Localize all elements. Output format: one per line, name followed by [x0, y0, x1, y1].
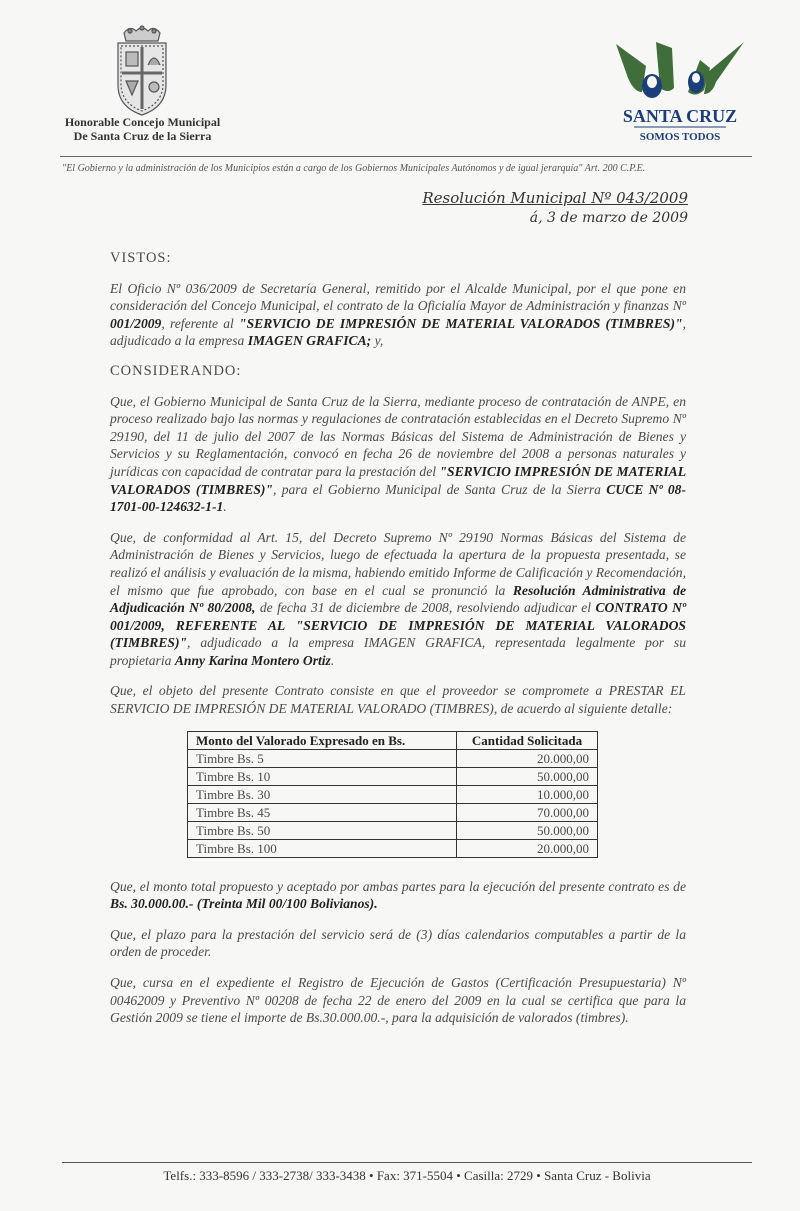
table-row [188, 839, 598, 857]
vistos-paragraph [110, 280, 686, 350]
considerando-paragraph-1 [110, 393, 686, 516]
table-row [188, 785, 598, 803]
vistos-heading: VISTOS: [110, 250, 172, 266]
total-amount: Bs. 30.000.00.- (Treinta Mil 00/100 Bolivianos). [110, 896, 378, 912]
stamp-denomination: Timbre Bs. 45 [188, 803, 457, 821]
org-name-line1: Honorable Concejo Municipal [64, 115, 221, 129]
text-run: , referente al [161, 315, 240, 331]
considerando-paragraph-6: Que, cursa en el expediente el Registro de Ejecución de Gastos (Certificación Presupuestaria) Nº 00462009 y Preventivo Nº 00208 de fecha 22 de enero del 2009 en la cual se certifica que para la Gestión 2009 se tiene el importe de Bs.30.000.00.-, para la adquisición de valorados (timbres). [110, 975, 686, 1026]
stamp-quantity: 10.000,00 [457, 785, 598, 803]
text-run: , para el Gobierno Municipal de Santa Cruz de la Sierra [272, 481, 607, 497]
table-row [188, 767, 598, 785]
stamp-quantity: 70.000,00 [457, 803, 598, 821]
considerando-paragraph-2 [110, 529, 686, 670]
stamp-denomination: Timbre Bs. 50 [188, 821, 457, 839]
text-run: Que, de conformidad al Art. 15, del Decreto Supremo Nº 29190 Normas Básicas del Sistema de Administración de Bienes y Servicios, luego de efectuada la apertura de la propuesta presentada, se realizó el análisis y evaluación de la misma, habiendo emitido Informe de Calificación y Recomendación, el mismo que fue aprobado, con base en el cual se pronunció la [110, 529, 686, 598]
brand-slogan: SOMOS TODOS [639, 131, 721, 143]
footer-divider [62, 1162, 752, 1163]
adjudication-resolution: Resolución Administrativa de Adjudicación Nº 80/2008, [110, 582, 686, 616]
service-name: "SERVICIO DE IMPRESIÓN DE MATERIAL VALORADOS (TIMBRES)" [239, 315, 683, 331]
text-run: . [223, 499, 227, 515]
text-run: El Oficio Nº 036/2009 de Secretaría General, remitido por el Alcalde Municipal, por el que pone en consideración del Concejo Municipal, el contrato de la Oficialía Mayor de Administración y finanzas Nº [110, 280, 686, 314]
stamp-quantity: 20.000,00 [457, 839, 598, 857]
footer-contact: Telfs.: 333-8596 / 333-2738/ 333-3438 • Fax: 371-5504 • Casilla: 2729 • Santa Cruz - Bolivia [163, 1168, 651, 1183]
owner-name: Anny Karina Montero Ortiz [174, 652, 331, 668]
text-run: y, [371, 333, 384, 349]
stamps-table [187, 731, 598, 858]
organization-name [40, 115, 245, 143]
considerando-heading: CONSIDERANDO: [110, 362, 242, 379]
cuce-number: CUCE Nº 08-1701-00-124632-1-1 [110, 481, 687, 515]
considerando-paragraph-4 [110, 878, 686, 913]
org-name-line2: De Santa Cruz de la Sierra [73, 129, 212, 143]
text-run: . [330, 652, 335, 668]
table-row [188, 803, 598, 821]
column-header-amount: Monto del Valorado Expresado en Bs. [188, 731, 457, 749]
company-name: IMAGEN GRAFICA; [247, 333, 372, 349]
coat-of-arms-icon [110, 25, 174, 119]
text-run: Que, el monto total propuesto y aceptado por ambas partes para la ejecución del presente contrato es de [110, 878, 686, 894]
oficialia-number: 001/2009 [110, 315, 162, 331]
contract-reference: CONTRATO Nº 001/2009, REFERENTE AL "SERVICIO DE IMPRESIÓN DE MATERIAL VALORADOS (TIMBRES)" [110, 600, 686, 651]
document-body [110, 250, 686, 1040]
resolution-date: á, 3 de marzo de 2009 [529, 210, 688, 226]
text-run: de fecha 31 de diciembre de 2008, resolviendo adjudicar el [255, 600, 596, 616]
stamp-denomination: Timbre Bs. 10 [188, 767, 457, 785]
stamp-denomination: Timbre Bs. 5 [188, 749, 457, 767]
considerando-paragraph-3: Que, el objeto del presente Contrato consiste en que el proveedor se compromete a PRESTAR EL SERVICIO DE IMPRESIÓN DE MATERIAL VALORADO (TIMBRES), de acuerdo al siguiente detalle: [110, 683, 686, 717]
column-header-quantity: Cantidad Solicitada [457, 731, 598, 749]
text-run: Que, el Gobierno Municipal de Santa Cruz de la Sierra, mediante proceso de contratación de ANPE, en proceso realizado bajo las normas y regulaciones de contratación establecidas en el Decreto Supremo Nº 29190, del 11 de julio del 2007 de las Normas Básicas del Sistema de Administración de Bienes y Servicios y su Reglamentación, convocó en fecha 26 de noviembre del 2008 a personas naturales y jurídicas con capacidad de contratar para la prestación del [110, 393, 686, 479]
text-run: , adjudicado a la empresa IMAGEN GRAFICA, representada legalmente por su propietaria [110, 635, 686, 668]
stamp-quantity: 50.000,00 [457, 821, 598, 839]
resolution-title: Resolución Municipal Nº 043/2009 [422, 189, 688, 207]
santa-cruz-logo [612, 38, 748, 146]
table-row [188, 749, 598, 767]
logo-figures-icon [616, 42, 744, 98]
stamp-quantity: 20.000,00 [457, 749, 598, 767]
considerando-paragraph-5: Que, el plazo para la prestación del servicio será de (3) días calendarios computables a partir de la orden de proceder. [110, 926, 686, 960]
brand-name: SANTA CRUZ [622, 106, 738, 126]
header-divider [60, 156, 752, 157]
service-name: "SERVICIO IMPRESIÓN DE MATERIAL VALORADOS (TIMBRES)" [110, 463, 686, 497]
stamp-denomination: Timbre Bs. 30 [188, 785, 457, 803]
text-run: , adjudicado a la empresa [110, 315, 686, 349]
stamp-quantity: 50.000,00 [457, 767, 598, 785]
constitutional-motto: "El Gobierno y la administración de los Municipios están a cargo de los Gobiernos Municipales Autónomos y de igual jerarquía" Art. 200 C.P.E. [62, 163, 646, 174]
table-header-row [188, 731, 598, 749]
stamp-denomination: Timbre Bs. 100 [188, 839, 457, 857]
table-row [188, 821, 598, 839]
